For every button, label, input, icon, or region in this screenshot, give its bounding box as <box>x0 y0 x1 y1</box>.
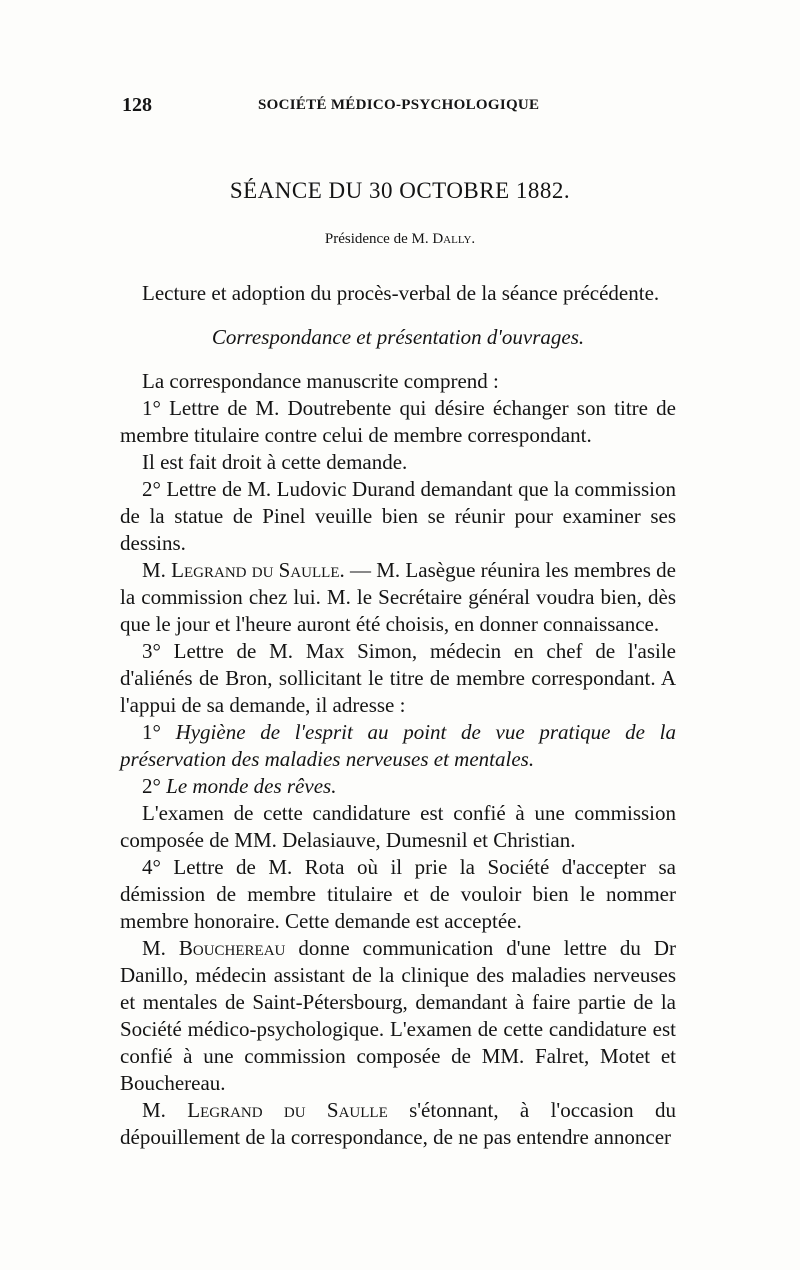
paragraph: 1° Lettre de M. Doutrebente qui désire échanger son titre de membre titulaire contre celui de membre correspondant. <box>120 396 676 447</box>
paragraph: Il est fait droit à cette demande. <box>142 450 408 474</box>
paragraph <box>120 935 676 1097</box>
book-title-item <box>120 773 676 800</box>
presidence-prefix: Présidence de M. <box>324 231 429 247</box>
paragraph-text: s'étonnant, à l'occasion du dépouillement de la correspondance, de ne pas entendre annoncer <box>120 1098 676 1149</box>
paragraph-text: — M. Lasègue réunira les membres de la commission chez lui. M. le Secrétaire général voudra bien, dès que le jour et l'heure auront été choisis, en donner connaissance. <box>120 558 676 636</box>
speaker-name: M. Legrand du Saulle. <box>142 558 345 582</box>
book-title: Hygiène de l'esprit au point de vue pratique de la préservation des maladies nerveuses et mentales. <box>120 720 676 771</box>
speaker-name: M. Bouchereau <box>142 936 286 960</box>
section-heading: Correspondance et présentation d'ouvrages. <box>211 325 585 349</box>
item-number: 1° <box>142 720 161 744</box>
item-number: 2° <box>142 774 161 798</box>
president-name: Dally. <box>432 231 476 247</box>
speaker-name: M. Legrand du Saulle <box>142 1098 388 1122</box>
presidence-line <box>0 231 800 248</box>
paragraph: La correspondance manuscrite comprend : <box>142 369 499 393</box>
paragraph: 2° Lettre de M. Ludovic Durand demandant que la commission de la statue de Pinel veuille bien se réunir pour examiner ses dessins. <box>120 477 676 555</box>
book-title-item <box>120 719 676 773</box>
paragraph-text: donne communication d'une lettre du Dr Danillo, médecin assistant de la clinique des maladies nerveuses et mentales de Saint-Pétersbourg, demandant à faire partie de la Société médico-psychologique. L'examen de cette candidature est confié à une commission composée de MM. Falret, Motet et Bouchereau. <box>120 936 676 1095</box>
book-title: Le monde des rêves. <box>160 774 337 798</box>
paragraph <box>120 1097 676 1151</box>
paragraph: 3° Lettre de M. Max Simon, médecin en chef de l'asile d'aliénés de Bron, sollicitant le titre de membre correspondant. A l'appui de sa demande, il adresse : <box>120 639 676 717</box>
journal-title: SOCIÉTÉ MÉDICO-PSYCHOLOGIQUE <box>258 97 540 113</box>
paragraph: L'examen de cette candidature est confié à une commission composée de MM. Delasiauve, Dumesnil et Christian. <box>120 801 676 852</box>
paragraph: 4° Lettre de M. Rota où il prie la Société d'accepter sa démission de membre titulaire et de vouloir bien le nommer membre honoraire. Cette demande est acceptée. <box>120 855 676 933</box>
page-number: 128 <box>122 94 152 116</box>
running-head <box>122 94 677 122</box>
paragraph <box>120 557 676 638</box>
body-text <box>120 280 676 1151</box>
paragraph: Lecture et adoption du procès-verbal de la séance précédente. <box>142 281 660 305</box>
seance-title: SÉANCE DU 30 OCTOBRE 1882. <box>229 178 571 203</box>
